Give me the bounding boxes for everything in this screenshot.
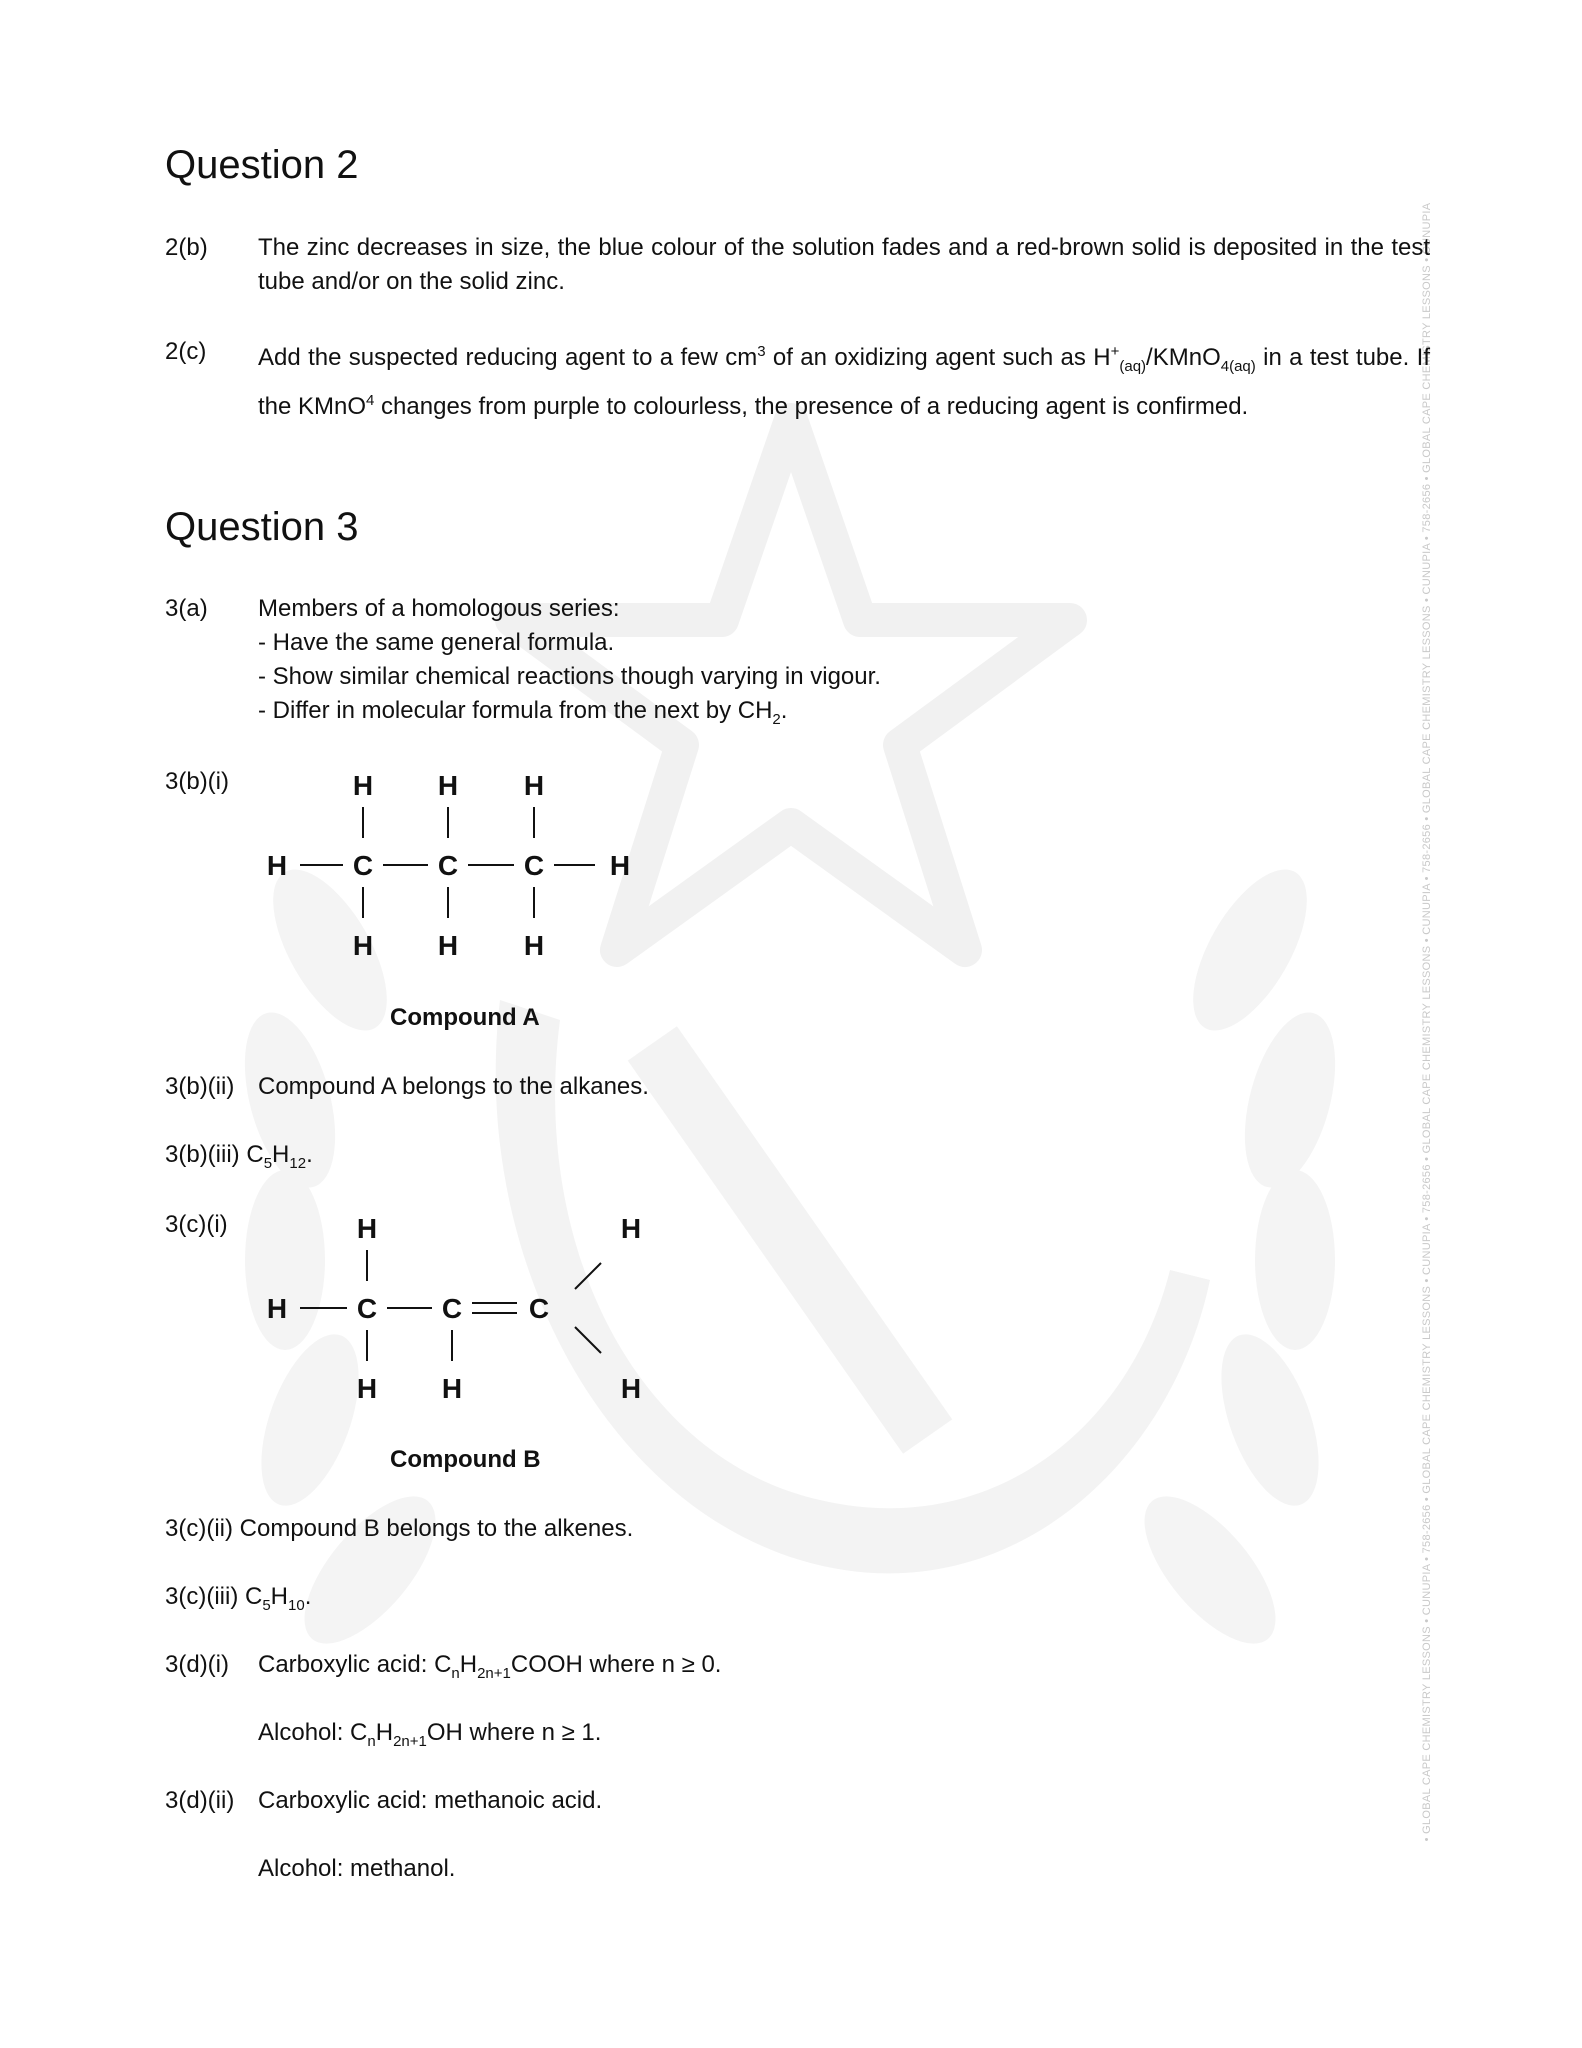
- atom-h: H: [437, 770, 459, 801]
- answer-3a: [258, 592, 1430, 737]
- answer-3a-line: Members of a homologous series:: [258, 595, 620, 622]
- label-2c: 2(c): [165, 338, 207, 365]
- label-3di: 3(d)(i): [165, 1651, 229, 1678]
- label-3bi: 3(b)(i): [165, 768, 229, 795]
- answer-3biii: 3(b)(iii) $C_5H_{12}$.: [165, 1141, 313, 1172]
- answer-3a-line: - Differ in molecular formula from the next by $CH_2$.: [258, 697, 788, 728]
- atom-h: H: [437, 930, 459, 961]
- answer-3ciii: 3(c)(iii) $C_5H_{10}$.: [165, 1583, 312, 1614]
- answer-2b: The zinc decreases in size, the blue colour of the solution fades and a red-brown solid is deposited in the test tube and/or on the solid zinc.: [258, 234, 1430, 295]
- atom-c: C: [523, 850, 545, 881]
- answer-3di-acid: Carboxylic acid: $C_nH_{2n+1}COOH$ where n ≥ 0.: [258, 1651, 722, 1682]
- atom-h: H: [620, 1213, 642, 1244]
- atom-h: H: [356, 1373, 378, 1404]
- atom-h: H: [523, 770, 545, 801]
- side-watermark-text: • GLOBAL CAPE CHEMISTRY LESSONS • CUNUPIA • 758-2656 • GLOBAL CAPE CHEMISTRY LESSONS • CUNUPIA • 758-2656 • GLOBAL CAPE CHEMISTRY LESSONS • CUNUPIA • 758-2656 • GLOBAL CAPE CHEMISTRY LESSONS • CUNUPIA • 758-2656 • GLOBAL CAPE CHEMISTRY LESSONS • CUNUPIA: [1421, 202, 1433, 1842]
- answer-2c: Add the suspected reducing agent to a few $cm^3$ of an oxidizing agent such as $H^+_{(aq)}/KMnO_{4(aq)}$ in a test tube. If the KMnO$^4$ changes from purple to colourless, the presence of a reducing agent is confirmed.: [258, 343, 1430, 420]
- answer-3cii: 3(c)(ii) Compound B belongs to the alkenes.: [165, 1515, 634, 1542]
- atom-h: H: [609, 850, 631, 881]
- label-3dii: 3(d)(ii): [165, 1787, 235, 1814]
- question-3-heading: Question 3: [165, 505, 359, 549]
- atom-h: H: [620, 1373, 642, 1404]
- atom-h: H: [441, 1373, 463, 1404]
- compound-b-caption: Compound B: [390, 1446, 541, 1473]
- atom-h: H: [356, 1213, 378, 1244]
- label-3a: 3(a): [165, 595, 208, 622]
- atom-h: H: [266, 1293, 288, 1324]
- compound-b-structure: [255, 1203, 655, 1413]
- answer-3bii: Compound A belongs to the alkanes.: [258, 1073, 649, 1100]
- label-2b: 2(b): [165, 234, 208, 261]
- answer-3dii-acid: Carboxylic acid: methanoic acid.: [258, 1787, 603, 1814]
- atom-c: C: [441, 1293, 463, 1324]
- compound-a-caption: Compound A: [390, 1004, 540, 1031]
- atom-c: C: [356, 1293, 378, 1324]
- atom-h: H: [266, 850, 288, 881]
- atom-h: H: [352, 770, 374, 801]
- answer-3a-line: - Have the same general formula.: [258, 629, 615, 656]
- atom-h: H: [523, 930, 545, 961]
- compound-a-structure: [255, 760, 655, 970]
- atom-c: C: [352, 850, 374, 881]
- answer-3di-alcohol: Alcohol: $C_nH_{2n+1}OH$ where n ≥ 1.: [258, 1719, 602, 1750]
- label-3ci: 3(c)(i): [165, 1211, 228, 1238]
- answer-3a-line: - Show similar chemical reactions though varying in vigour.: [258, 663, 881, 690]
- atom-c: C: [528, 1293, 550, 1324]
- label-3bii: 3(b)(ii): [165, 1073, 235, 1100]
- atom-c: C: [437, 850, 459, 881]
- answer-3dii-alcohol: Alcohol: methanol.: [258, 1855, 456, 1882]
- atom-h: H: [352, 930, 374, 961]
- question-2-heading: Question 2: [165, 143, 359, 187]
